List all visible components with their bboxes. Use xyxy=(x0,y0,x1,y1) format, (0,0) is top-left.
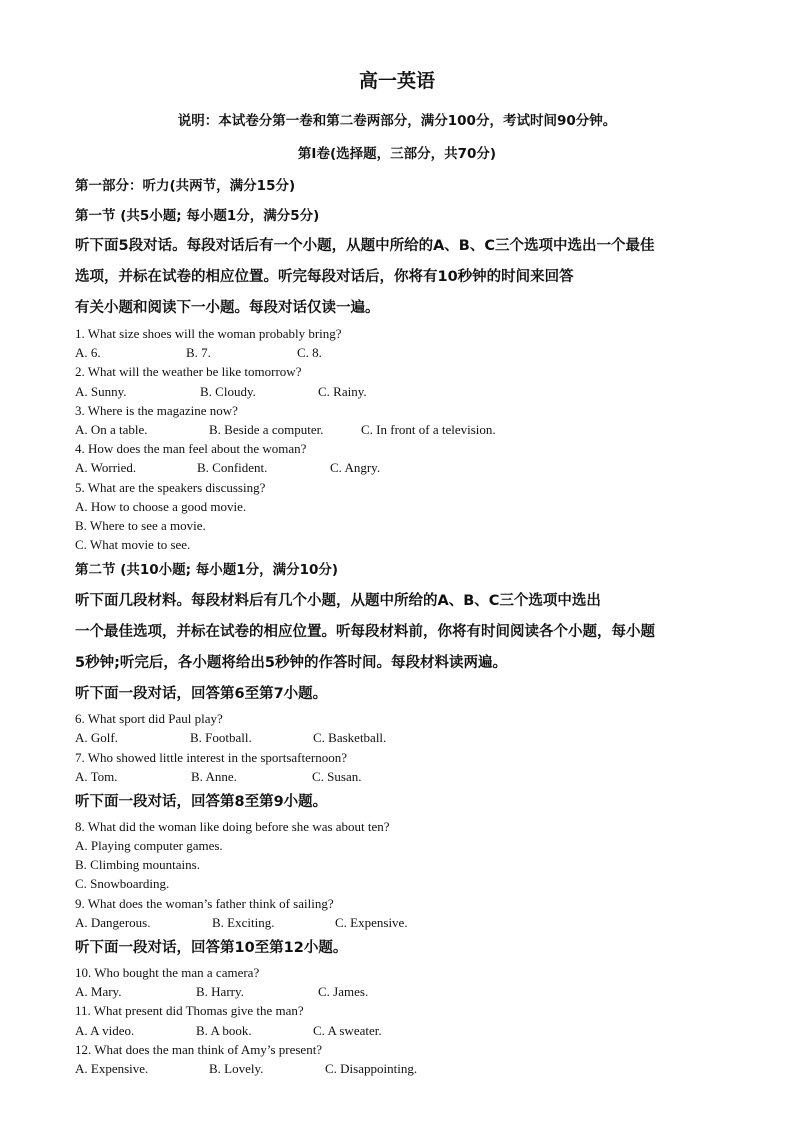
question-6: 6. What sport did Paul play? xyxy=(75,711,223,726)
question-9: 9. What does the woman’s father think of sailing? xyxy=(75,896,334,911)
question-12-option-c: C. Disappointing. xyxy=(325,1061,418,1076)
question-4-option-a: A. Worried. xyxy=(75,460,137,475)
section2-directions-line1: 听下面几段材料。每段材料后有几个小题，从题中所给的A、B、C三个选项中选出 xyxy=(75,593,601,609)
question-11-option-c: C. A sweater. xyxy=(313,1023,382,1038)
question-1-option-a: A. 6. xyxy=(75,345,101,360)
section1-directions-line2: 选项，并标在试卷的相应位置。听完每段对话后，你将有10秒钟的时间来回答 xyxy=(75,269,574,285)
question-5-option-a: A. How to choose a good movie. xyxy=(75,499,247,514)
section2-heading: 第二节 (共10小题; 每小题1分，满分10分) xyxy=(75,562,339,578)
question-9-option-c: C. Expensive. xyxy=(335,915,408,930)
exam-instructions: 说明：本试卷分第一卷和第二卷两部分，满分100分，考试时间90分钟。 xyxy=(177,113,617,129)
question-1: 1. What size shoes will the woman probably bring? xyxy=(75,326,342,341)
question-3: 3. Where is the magazine now? xyxy=(75,403,238,418)
question-10-option-b: B. Harry. xyxy=(196,984,244,999)
question-3-option-a: A. On a table. xyxy=(75,422,148,437)
question-12-option-a: A. Expensive. xyxy=(75,1061,149,1076)
question-2-option-b: B. Cloudy. xyxy=(200,384,256,399)
question-1-option-b: B. 7. xyxy=(186,345,211,360)
question-11-option-b: B. A book. xyxy=(196,1023,252,1038)
question-3-option-c: C. In front of a television. xyxy=(361,422,496,437)
question-6-option-b: B. Football. xyxy=(190,730,252,745)
question-12-option-b: B. Lovely. xyxy=(209,1061,264,1076)
section1-directions-line3: 有关小题和阅读下一小题。每段对话仅读一遍。 xyxy=(75,300,380,316)
section1-directions-line1: 听下面5段对话。每段对话后有一个小题，从题中所给的A、B、C三个选项中选出一个最佳 xyxy=(75,238,655,254)
question-5: 5. What are the speakers discussing? xyxy=(75,480,266,495)
question-7-option-b: B. Anne. xyxy=(191,769,237,784)
section2-directions-line2: 一个最佳选项，并标在试卷的相应位置。听每段材料前，你将有时间阅读各个小题，每小题 xyxy=(75,624,655,640)
question-10-option-a: A. Mary. xyxy=(75,984,122,999)
question-11-option-a: A. A video. xyxy=(75,1023,135,1038)
question-8: 8. What did the woman like doing before she was about ten? xyxy=(75,819,390,834)
question-2-option-a: A. Sunny. xyxy=(75,384,127,399)
question-6-option-a: A. Golf. xyxy=(75,730,118,745)
dialogue-1-prompt: 听下面一段对话，回答第6至第7小题。 xyxy=(75,686,328,702)
section2-directions-line3: 5秒钟;听完后，各小题将给出5秒钟的作答时间。每段材料读两遍。 xyxy=(75,655,507,671)
question-3-option-b: B. Beside a computer. xyxy=(209,422,324,437)
question-7-option-a: A. Tom. xyxy=(75,769,118,784)
question-7: 7. Who showed little interest in the sportsafternoon? xyxy=(75,750,347,765)
question-10: 10. Who bought the man a camera? xyxy=(75,965,260,980)
question-2-option-c: C. Rainy. xyxy=(318,384,367,399)
question-5-option-b: B. Where to see a movie. xyxy=(75,518,206,533)
question-8-option-a: A. Playing computer games. xyxy=(75,838,223,853)
question-9-option-b: B. Exciting. xyxy=(212,915,275,930)
question-8-option-b: B. Climbing mountains. xyxy=(75,857,200,872)
dialogue-3-prompt: 听下面一段对话，回答第10至第12小题。 xyxy=(75,940,348,956)
question-7-option-c: C. Susan. xyxy=(312,769,362,784)
question-1-option-c: C. 8. xyxy=(297,345,322,360)
question-4-option-c: C. Angry. xyxy=(330,460,381,475)
question-8-option-c: C. Snowboarding. xyxy=(75,876,170,891)
question-10-option-c: C. James. xyxy=(318,984,369,999)
section1-heading: 第一节 (共5小题; 每小题1分，满分5分) xyxy=(75,208,320,224)
question-4: 4. How does the man feel about the woman? xyxy=(75,441,307,456)
question-6-option-c: C. Basketball. xyxy=(313,730,387,745)
part1-heading: 第一部分：听力(共两节，满分15分) xyxy=(75,178,296,194)
question-11: 11. What present did Thomas give the man? xyxy=(75,1003,304,1018)
volume-heading: 第Ⅰ卷(选择题，三部分，共70分) xyxy=(297,146,497,162)
question-4-option-b: B. Confident. xyxy=(197,460,268,475)
page-title: 高一英语 xyxy=(358,70,435,92)
question-12: 12. What does the man think of Amy’s present? xyxy=(75,1042,323,1057)
question-9-option-a: A. Dangerous. xyxy=(75,915,151,930)
question-5-option-c: C. What movie to see. xyxy=(75,537,191,552)
question-2: 2. What will the weather be like tomorrow? xyxy=(75,364,302,379)
dialogue-2-prompt: 听下面一段对话，回答第8至第9小题。 xyxy=(75,794,328,810)
